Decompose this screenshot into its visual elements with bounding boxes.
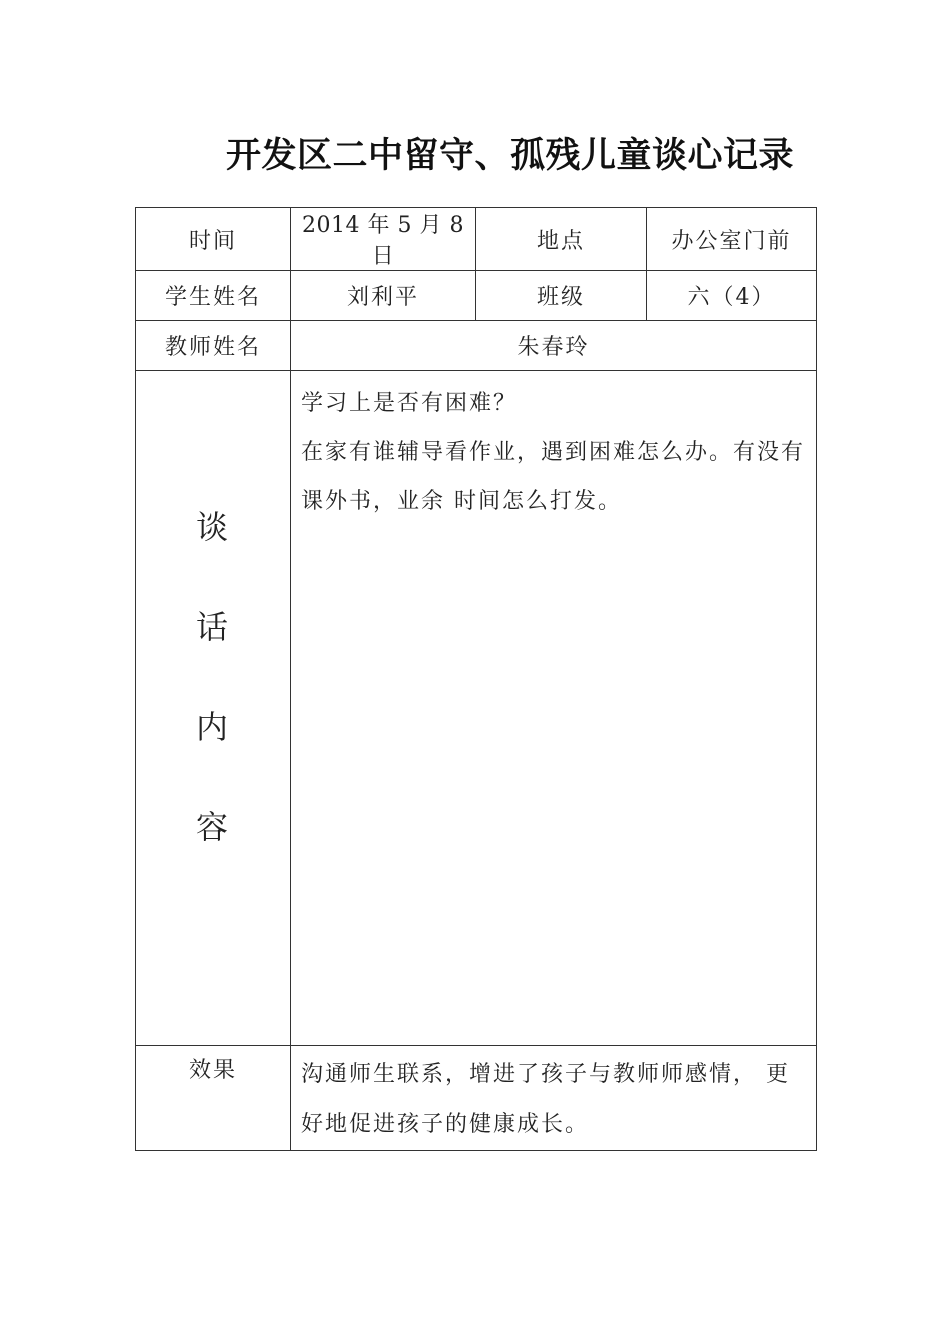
row-time-place [136, 208, 817, 271]
record-table [135, 207, 817, 1151]
class-value: 六（4） [647, 271, 817, 321]
row-effect [136, 1046, 817, 1151]
content-body [291, 371, 817, 1046]
time-value: 2014 年 5 月 8 日 [291, 208, 476, 271]
teacher-value: 朱春玲 [291, 321, 817, 371]
student-value: 刘利平 [291, 271, 476, 321]
row-content [136, 371, 817, 1046]
content-label-char: 内 [195, 708, 230, 746]
content-line: 学习上是否有困难？ [301, 391, 518, 416]
effect-label: 效果 [136, 1046, 291, 1151]
row-student-class [136, 271, 817, 321]
place-label: 地点 [476, 208, 647, 271]
effect-line: 沟通师生联系，增进了孩子与教师师感情， 更 [301, 1062, 790, 1087]
content-label [136, 371, 291, 1046]
class-label: 班级 [476, 271, 647, 321]
effect-body [291, 1046, 817, 1151]
teacher-label: 教师姓名 [136, 321, 291, 371]
time-label: 时间 [136, 208, 291, 271]
student-label: 学生姓名 [136, 271, 291, 321]
content-line: 在家有谁辅导看作业，遇到困难怎么办。有没有 [301, 440, 806, 465]
content-label-char: 话 [195, 608, 230, 646]
content-line: 课外书，业余 时间怎么打发。 [301, 489, 622, 514]
place-value: 办公室门前 [647, 208, 817, 271]
effect-line: 好地促进孩子的健康成长。 [301, 1112, 590, 1137]
content-label-char: 容 [195, 808, 230, 846]
content-label-char: 谈 [195, 508, 230, 546]
document-title: 开发区二中留守、孤残儿童谈心记录 [225, 136, 794, 176]
row-teacher [136, 321, 817, 371]
